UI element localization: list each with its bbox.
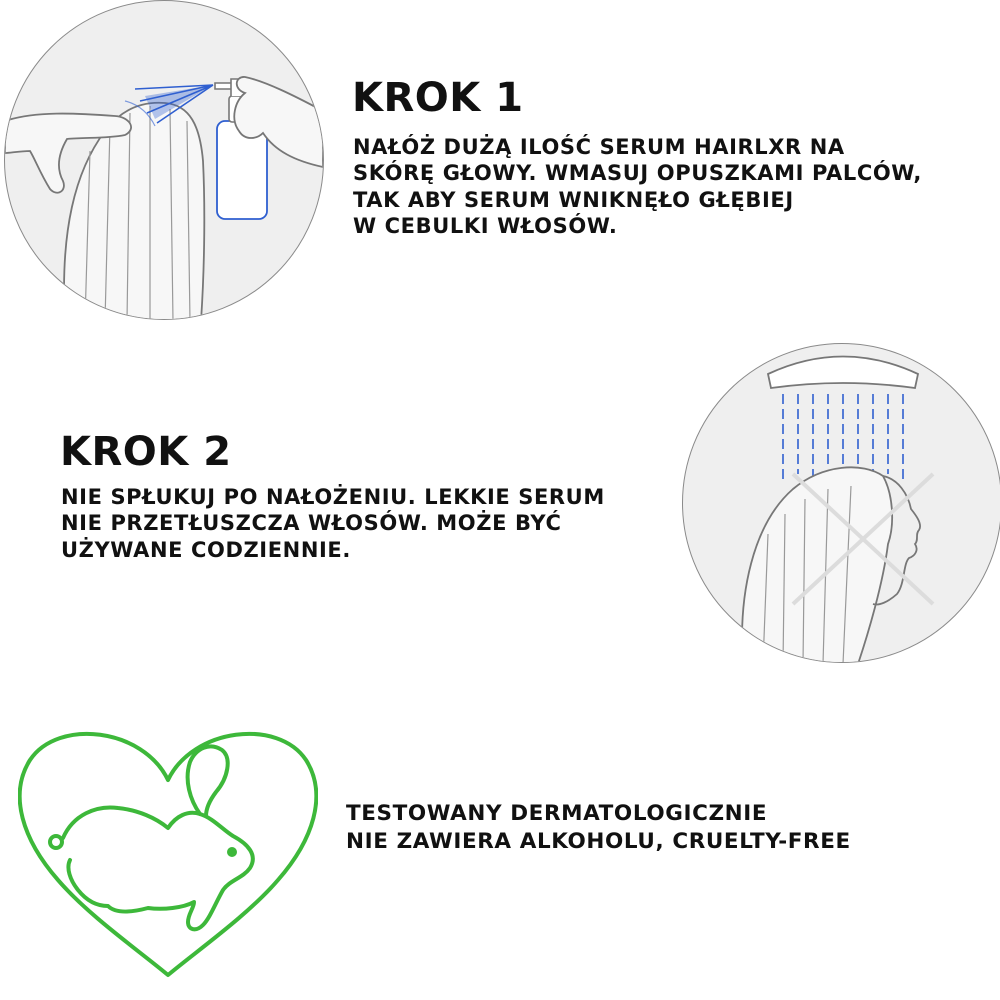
- step-2-line: NIE PRZETŁUSZCZA WŁOSÓW. MOŻE BYĆ: [61, 511, 562, 536]
- step-2-line: UŻYWANE CODZIENNIE.: [61, 537, 351, 562]
- step-1-line: NAŁÓŻ DUŻĄ ILOŚĆ SERUM HAIRLXR NA: [353, 135, 845, 159]
- step-1-title: KROK 1: [352, 75, 524, 121]
- step-1-line: TAK ABY SERUM WNIKNĘŁO GŁĘBIEJ: [353, 187, 794, 212]
- no-shower-rinse-icon: [683, 344, 1000, 662]
- features-text: [346, 800, 851, 856]
- feature-line: NIE ZAWIERA ALKOHOLU, CRUELTY-FREE: [346, 828, 851, 854]
- step-1-illustration: [4, 0, 324, 320]
- step-1-line: SKÓRĘ GŁOWY. WMASUJ OPUSZKAMI PALCÓW,: [353, 161, 922, 186]
- step-1-description: [353, 134, 922, 240]
- spray-on-scalp-icon: [5, 1, 323, 319]
- rabbit-heart-icon: [18, 720, 318, 985]
- feature-line: TESTOWANY DERMATOLOGICZNIE: [346, 801, 768, 826]
- step-2-title: KROK 2: [60, 429, 232, 475]
- step-2-description: [61, 484, 605, 563]
- step-1-line: W CEBULKI WŁOSÓW.: [353, 214, 618, 239]
- step-2-line: NIE SPŁUKUJ PO NAŁOŻENIU. LEKKIE SERUM: [61, 485, 605, 509]
- step-2-illustration: [682, 343, 1000, 663]
